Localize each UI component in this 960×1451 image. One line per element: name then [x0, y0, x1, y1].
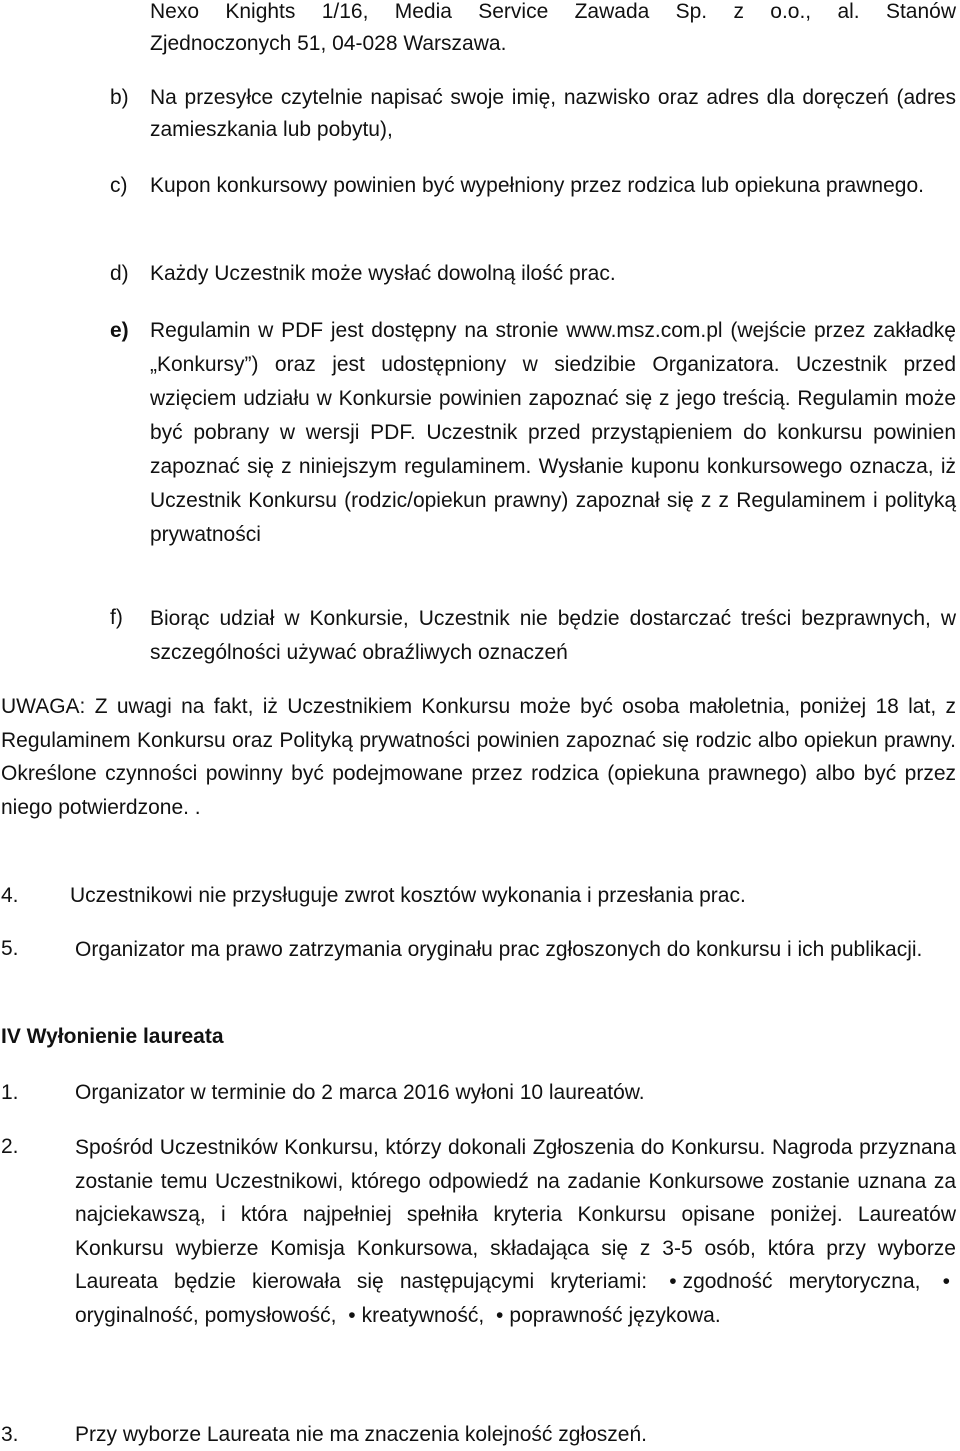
- bullet-icon: •: [496, 1303, 504, 1327]
- item-b-label: b): [110, 86, 129, 109]
- item-d-text: Każdy Uczestnik może wysłać dowolną ilość prac.: [150, 262, 616, 285]
- section-point-1-number: 1.: [1, 1081, 19, 1104]
- item-a-line1: Nexo Knights 1/16, Media Service Zawada Sp. z o.o., al. Stanów: [150, 0, 956, 23]
- section-point-2-text: [75, 1131, 956, 1332]
- point-4-text: Uczestnikowi nie przysługuje zwrot kosztów wykonania i przesłania prac.: [70, 884, 746, 907]
- item-f-label: f): [110, 606, 123, 629]
- section-point-3-number: 3.: [1, 1423, 19, 1446]
- criterion-4: poprawność językowa.: [509, 1303, 721, 1327]
- uwaga-note: UWAGA: Z uwagi na fakt, iż Uczestnikiem Konkursu może być osoba małoletnia, poniżej 18 lat, z Regulaminem Konkursu oraz Polityką prywatności powinien zapoznać się rodzic albo opiekun prawny. Określone czynności powinny być podejmowane przez rodzica (opiekuna prawnego) albo być przez niego potwierdzone. .: [1, 695, 956, 819]
- section-point-3-text: Przy wyborze Laureata nie ma znaczenia kolejność zgłoszeń.: [75, 1423, 647, 1446]
- item-b-text: Na przesyłce czytelnie napisać swoje imię, nazwisko oraz adres dla doręczeń (adres zamieszkania lub pobytu),: [150, 86, 956, 141]
- item-f-text: Biorąc udział w Konkursie, Uczestnik nie będzie dostarczać treści bezprawnych, w szczególności używać obraźliwych oznaczeń: [150, 607, 956, 664]
- item-d-label: d): [110, 262, 129, 285]
- item-e-label: e): [110, 319, 129, 342]
- item-a-line2: Zjednoczonych 51, 04-028 Warszawa.: [150, 32, 507, 55]
- item-c-text: Kupon konkursowy powinien być wypełniony przez rodzica lub opiekuna prawnego.: [150, 174, 924, 197]
- bullet-icon: •: [348, 1303, 356, 1327]
- point-4-number: 4.: [1, 884, 19, 907]
- bullet-icon: •: [669, 1270, 677, 1293]
- point-5-text: Organizator ma prawo zatrzymania oryginału prac zgłoszonych do konkursu i ich publikacji.: [75, 938, 923, 961]
- item-c-label: c): [110, 174, 128, 197]
- section-point-2-body: Spośród Uczestników Konkursu, którzy dokonali Zgłoszenia do Konkursu. Nagroda przyznana zostanie temu Uczestnikowi, którego odpowiedź na zadanie Konkursowe zostanie uznana za najciekawszą, i która najpełniej spełniła kryteria Konkursu opisane poniżej. Laureatów Konkursu wybierze Komisja Konkursowa, składająca się z 3-5 osób, która przy wyborze Laureata będzie kierowała się następującymi kryteriami:: [75, 1136, 956, 1293]
- point-5-number: 5.: [1, 937, 19, 960]
- criterion-2: oryginalność, pomysłowość,: [75, 1303, 337, 1327]
- section-point-1-text: Organizator w terminie do 2 marca 2016 wyłoni 10 laureatów.: [75, 1081, 645, 1104]
- section-point-2-number: 2.: [1, 1135, 19, 1158]
- section-heading: IV Wyłonienie laureata: [1, 1025, 224, 1048]
- item-e-text: Regulamin w PDF jest dostępny na stronie www.msz.com.pl (wejście przez zakładkę „Konkursy”) oraz jest udostępniony w siedzibie Organizatora. Uczestnik przed wzięciem udziału w Konkursie powinien zapoznać się z jego treścią. Regulamin może być pobrany w wersji PDF. Uczestnik przed przystąpieniem do konkursu powinien zapoznać się z niniejszym regulaminem. Wysłanie kuponu konkursowego oznacza, iż Uczestnik Konkursu (rodzic/opiekun prawny) zapoznał się z z Regulaminem i polityką prywatności: [150, 319, 956, 546]
- item-a-continuation: [150, 0, 956, 60]
- criterion-1: zgodność merytoryczna,: [682, 1270, 921, 1293]
- criterion-3: kreatywność,: [361, 1303, 485, 1327]
- bullet-icon: •: [942, 1270, 950, 1293]
